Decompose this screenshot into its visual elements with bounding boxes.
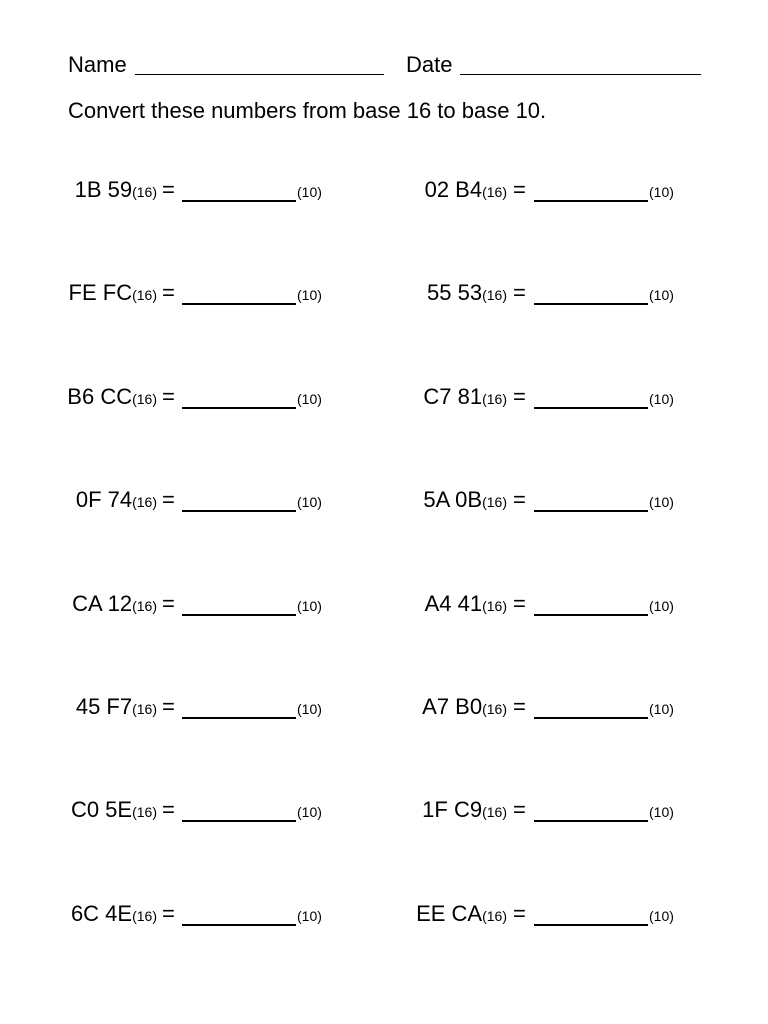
hex-number: C0 5E — [70, 797, 133, 823]
from-base-label: (16) — [132, 184, 157, 200]
from-base-label: (16) — [132, 597, 157, 614]
from-base-label: (16) — [482, 287, 507, 304]
from-base-label: (16) — [482, 701, 507, 717]
hex-number: FE FC — [68, 280, 133, 306]
hex-number: CA 12 — [72, 590, 133, 616]
hex-value — [416, 898, 507, 932]
equals-sign: = — [162, 797, 175, 823]
to-base-label: (10) — [297, 184, 322, 200]
date-label: Date — [406, 52, 453, 77]
hex-number: A7 B0 — [422, 694, 483, 719]
hex-value — [422, 794, 507, 828]
to-base-label: (10) — [297, 390, 322, 407]
answer-blank[interactable] — [534, 924, 648, 926]
hex-value — [423, 484, 507, 518]
equals-sign: = — [162, 177, 175, 202]
problem-right-8 — [0, 898, 507, 930]
equals-sign: = — [162, 900, 175, 926]
equals-sign: = — [513, 590, 526, 616]
answer-blank[interactable] — [534, 407, 648, 409]
hex-number: 1F C9 — [422, 797, 483, 823]
problem-right-7 — [0, 794, 507, 826]
answer-blank[interactable] — [534, 820, 648, 822]
hex-number: 1B 59 — [74, 177, 133, 202]
equals-sign: = — [162, 487, 175, 513]
answer-blank[interactable] — [534, 614, 648, 616]
equals-sign: = — [162, 694, 175, 719]
hex-number: 45 F7 — [75, 694, 133, 719]
answer-blank[interactable] — [534, 200, 648, 202]
hex-number: 6C 4E — [70, 900, 133, 926]
to-base-label: (10) — [649, 184, 674, 200]
answer-blank[interactable] — [534, 717, 648, 719]
to-base-label: (10) — [649, 907, 674, 924]
problem-right-3 — [0, 381, 507, 413]
problem-right-4 — [0, 484, 507, 516]
from-base-label: (16) — [132, 701, 157, 717]
hex-number: C7 81 — [423, 383, 483, 409]
answer-blank[interactable] — [534, 303, 648, 305]
instructions: Convert these numbers from base 16 to base 10. — [68, 98, 547, 123]
to-base-label: (10) — [297, 701, 322, 717]
equals-sign: = — [162, 280, 175, 306]
hex-value — [425, 588, 507, 622]
to-base-label: (10) — [297, 597, 322, 614]
problem-right-5 — [0, 588, 507, 620]
hex-number: A4 41 — [424, 590, 483, 616]
equals-sign: = — [162, 590, 175, 616]
name-label: Name — [68, 52, 127, 77]
hex-number: 0F 74 — [75, 487, 133, 513]
from-base-label: (16) — [482, 494, 507, 511]
hex-number: B6 CC — [67, 383, 133, 409]
hex-number: 55 53 — [427, 280, 483, 306]
hex-value — [425, 174, 507, 208]
hex-value — [427, 277, 507, 311]
equals-sign: = — [513, 900, 526, 926]
to-base-label: (10) — [297, 907, 322, 924]
hex-value — [422, 691, 507, 725]
hex-number: 02 B4 — [424, 177, 483, 202]
hex-value — [423, 381, 507, 415]
problem-right-6 — [0, 691, 507, 723]
to-base-label: (10) — [297, 494, 322, 511]
problem-right-1 — [0, 174, 507, 206]
from-base-label: (16) — [482, 184, 507, 200]
equals-sign: = — [513, 487, 526, 513]
equals-sign: = — [513, 177, 526, 202]
answer-blank[interactable] — [534, 510, 648, 512]
to-base-label: (10) — [649, 701, 674, 717]
from-base-label: (16) — [132, 287, 157, 304]
equals-sign: = — [513, 383, 526, 409]
equals-sign: = — [513, 694, 526, 719]
to-base-label: (10) — [297, 804, 322, 821]
equals-sign: = — [513, 280, 526, 306]
to-base-label: (10) — [649, 287, 674, 304]
problem-right-2 — [0, 277, 507, 309]
from-base-label: (16) — [132, 390, 157, 407]
from-base-label: (16) — [132, 494, 157, 511]
from-base-label: (16) — [132, 907, 157, 924]
equals-sign: = — [513, 797, 526, 823]
hex-number: EE CA — [416, 900, 483, 926]
to-base-label: (10) — [297, 287, 322, 304]
from-base-label: (16) — [482, 907, 507, 924]
from-base-label: (16) — [132, 804, 157, 821]
to-base-label: (10) — [649, 804, 674, 821]
from-base-label: (16) — [482, 597, 507, 614]
to-base-label: (10) — [649, 390, 674, 407]
from-base-label: (16) — [482, 804, 507, 821]
to-base-label: (10) — [649, 597, 674, 614]
to-base-label: (10) — [649, 494, 674, 511]
hex-number: 5A 0B — [423, 487, 483, 513]
from-base-label: (16) — [482, 390, 507, 407]
equals-sign: = — [162, 383, 175, 409]
